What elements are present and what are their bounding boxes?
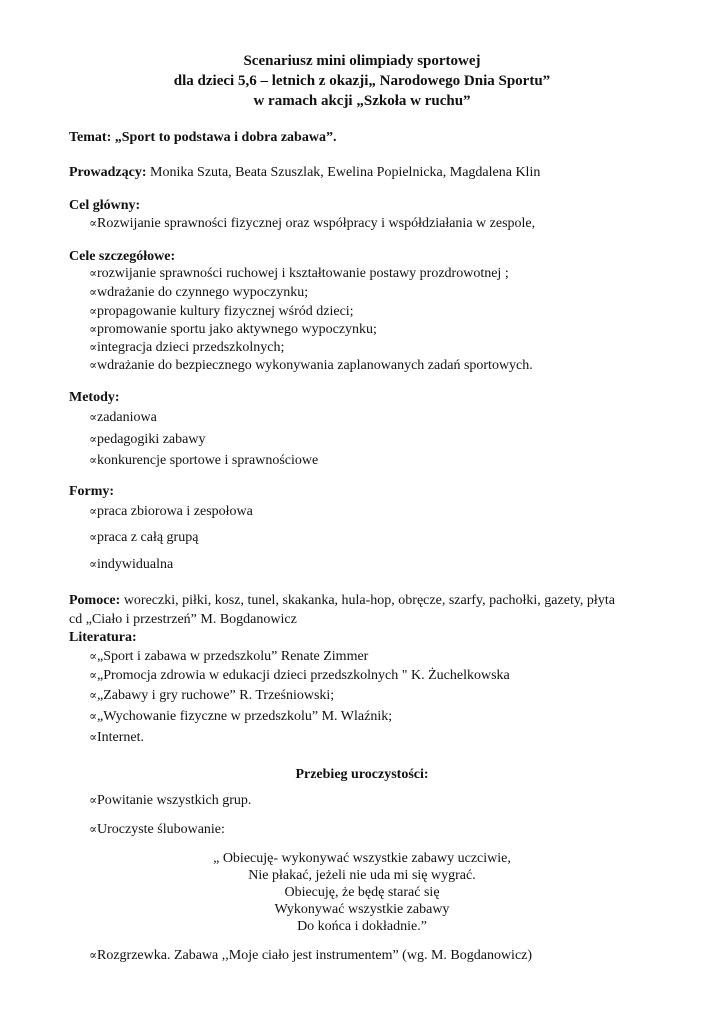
list-item: ∝wdrażanie do czynnego wypoczynku; — [89, 285, 309, 300]
bullet-icon: ∝ — [89, 340, 97, 354]
list-item: ∝„Promocja zdrowia w edukacji dzieci przedszkolnych " K. Żuchelkowska — [89, 668, 510, 683]
bullet-icon: ∝ — [89, 358, 97, 372]
bullet-icon: ∝ — [89, 304, 97, 318]
bullet-icon: ∝ — [89, 688, 97, 702]
aids-list: woreczki, piłki, kosz, tunel, skakanka, hula-hop, obręcze, szarfy, pachołki, gazety, płyta — [120, 593, 615, 608]
bullet-icon: ∝ — [89, 410, 97, 424]
bullet-icon: ∝ — [89, 216, 97, 230]
list-item: ∝indywidualna — [89, 557, 174, 572]
list-item: ∝promowanie sportu jako aktywnego wypoczynku; — [89, 322, 377, 337]
bullet-icon: ∝ — [89, 432, 97, 446]
leaders-names: Monika Szuta, Beata Szuszlak, Ewelina Popielnicka, Magdalena Klin — [146, 165, 541, 180]
list-item: ∝„Wychowanie fizyczne w przedszkolu” M. Wlaźnik; — [89, 709, 393, 724]
list-item: ∝praca zbiorowa i zespołowa — [89, 504, 253, 519]
list-item: ∝Rozgrzewka. Zabawa ,,Moje ciało jest instrumentem” (wg. M. Bogdanowicz) — [89, 948, 533, 963]
bullet-icon: ∝ — [89, 530, 97, 544]
list-item: ∝„Zabawy i gry ruchowe” R. Trześniowski; — [89, 688, 335, 703]
bullet-icon: ∝ — [89, 730, 97, 744]
doc-title-line-2: dla dzieci 5,6 – letnich z okazji„ Narodowego Dnia Sportu” — [173, 73, 551, 89]
forms-label: Formy: — [69, 484, 115, 499]
list-item: ∝Internet. — [89, 730, 145, 745]
doc-title-line-3: w ramach akcji „Szkoła w ruchu” — [253, 93, 471, 109]
main-goal-label: Cel główny: — [69, 198, 141, 213]
bullet-icon: ∝ — [89, 557, 97, 571]
bullet-icon: ∝ — [89, 649, 97, 663]
list-item: ∝konkurencje sportowe i sprawnościowe — [89, 453, 319, 468]
leaders-line — [69, 165, 540, 181]
bullet-icon: ∝ — [89, 285, 97, 299]
ceremony-heading: Przebieg uroczystości: — [295, 767, 429, 782]
leaders-label: Prowadzący: — [69, 165, 147, 180]
bullet-icon: ∝ — [89, 453, 97, 467]
bullet-icon: ∝ — [89, 504, 97, 518]
bullet-icon: ∝ — [89, 948, 97, 962]
specific-goals-label: Cele szczegółowe: — [69, 249, 176, 264]
list-item: ∝Powitanie wszystkich grup. — [89, 793, 252, 808]
pledge-line: Do końca i dokładnie.” — [297, 919, 427, 934]
list-item: ∝Uroczyste ślubowanie: — [89, 822, 225, 837]
aids-line-2: cd „Ciało i przestrzeń” M. Bogdanowicz — [69, 612, 297, 627]
list-item: ∝„Sport i zabawa w przedszkolu” Renate Zimmer — [89, 649, 369, 664]
bullet-icon: ∝ — [89, 322, 97, 336]
list-item: ∝rozwijanie sprawności ruchowej i kształtowanie postawy prozdrowotnej ; — [89, 266, 509, 281]
bullet-icon: ∝ — [89, 668, 97, 682]
list-item: ∝zadaniowa — [89, 410, 157, 425]
list-item: ∝Rozwijanie sprawności fizycznej oraz współpracy i współdziałania w zespole, — [89, 216, 536, 231]
topic-line: Temat: „Sport to podstawa i dobra zabawa”. — [69, 130, 337, 145]
bullet-icon: ∝ — [89, 822, 97, 836]
bullet-icon: ∝ — [89, 266, 97, 280]
list-item: ∝praca z całą grupą — [89, 530, 199, 545]
aids-line-1 — [69, 593, 615, 609]
pledge-line: Obiecuję, że będę starać się — [284, 885, 440, 900]
pledge-line: „ Obiecuję- wykonywać wszystkie zabawy uczciwie, — [213, 851, 511, 866]
doc-title-line-1: Scenariusz mini olimpiady sportowej — [243, 53, 481, 69]
bullet-icon: ∝ — [89, 793, 97, 807]
pledge-line: Nie płakać, jeżeli nie uda mi się wygrać. — [248, 868, 476, 883]
aids-label: Pomoce: — [69, 593, 121, 608]
list-item: ∝wdrażanie do bezpiecznego wykonywania zaplanowanych zadań sportowych. — [89, 358, 533, 373]
list-item: ∝integracja dzieci przedszkolnych; — [89, 340, 285, 355]
list-item: ∝pedagogiki zabawy — [89, 432, 206, 447]
pledge-line: Wykonywać wszystkie zabawy — [274, 902, 450, 917]
bullet-icon: ∝ — [89, 709, 97, 723]
list-item: ∝propagowanie kultury fizycznej wśród dzieci; — [89, 304, 354, 319]
literature-label: Literatura: — [69, 630, 137, 645]
methods-label: Metody: — [69, 390, 120, 405]
